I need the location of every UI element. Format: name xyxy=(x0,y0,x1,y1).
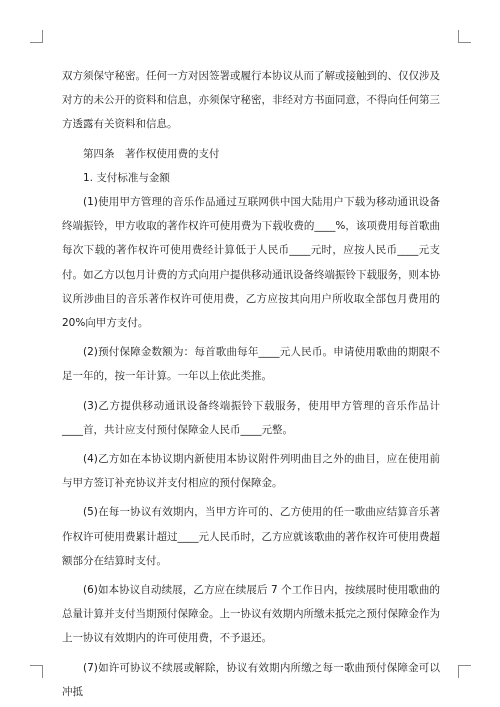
section-heading: 1. 支付标准与金额 xyxy=(83,171,170,184)
crop-mark-bottom-left xyxy=(30,665,43,678)
article-heading: 第四条 著作权使用费的支付 xyxy=(83,147,220,160)
crop-mark-top-right xyxy=(458,30,471,43)
page-body xyxy=(62,64,440,704)
paragraph-confidentiality: 双方须保守秘密。任何一方对因签署或履行本协议从而了解或接触到的、仅仅涉及对方的未公开的资料和信息，亦须保守秘密，非经对方书面同意，不得向任何第三方透露有关资料和信息。 xyxy=(62,70,440,131)
clause-7: (7)如许可协议不续展或解除，协议有效期内所缴之每一歌曲预付保障金可以冲抵 xyxy=(62,661,440,698)
clause-4: (4)乙方如在本协议期内新使用本协议附件列明曲目之外的曲目，应在使用前与甲方签订补充协议并支付相应的预付保障金。 xyxy=(62,453,440,490)
clause-1: (1)使用甲方管理的音乐作品通过互联网供中国大陆用户下载为移动通讯设备终端振铃，甲方收取的著作权许可使用费为下载收费的____%，该项费用每首歌曲每次下载的著作权许可使用费经计算低于人民币____元时，应按人民币____元支付。如乙方以包月计费的方式向用户提供移动通讯设备终端振铃下载服务，则本协议所涉曲目的音乐著作权许可使用费，乙方应按其向用户所收取全部包月费用的 20%向甲方支付。 xyxy=(62,196,440,330)
clause-6: (6)如本协议自动续展，乙方应在续展后 7 个工作日内，按续展时使用歌曲的总量计算并支付当期预付保障金。上一协议有效期内所缴未抵完之预付保障金作为上一协议有效期内的许可使用费，不予退还。 xyxy=(62,584,440,645)
crop-mark-bottom-right xyxy=(458,665,471,678)
clause-5: (5)在每一协议有效期内，当甲方许可的、乙方使用的任一歌曲应结算音乐著作权许可使用费累计超过____元人民币时，乙方应就该歌曲的著作权许可使用费超额部分在结算时支付。 xyxy=(62,506,440,567)
clause-3: (3)乙方提供移动通讯设备终端振铃下载服务，使用甲方管理的音乐作品计____首，共计应支付预付保障金人民币____元整。 xyxy=(62,399,440,436)
clause-2: (2)预付保障金数额为：每首歌曲每年____元人民币。申请使用歌曲的期限不足一年的，按一年计算。一年以上依此类推。 xyxy=(62,346,440,383)
crop-mark-top-left xyxy=(30,30,43,43)
